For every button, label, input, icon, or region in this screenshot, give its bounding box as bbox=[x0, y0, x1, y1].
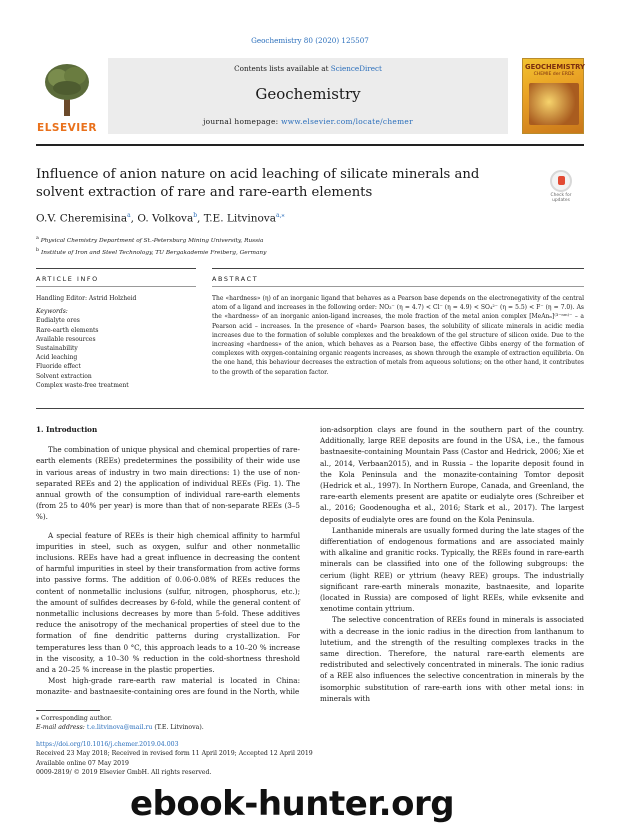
elsevier-logo bbox=[36, 58, 98, 134]
author-name[interactable]: O. Volkova bbox=[137, 212, 194, 225]
received-dates: Received 23 May 2018; Received in revised form 11 April 2019; Accepted 12 April 2019 bbox=[36, 750, 313, 758]
abstract-divider bbox=[212, 268, 584, 269]
homepage-line bbox=[108, 117, 508, 126]
author-list: O.V. Cheremisina$^a$, O. Volkova$^b$, T.E. Litvinova$^{a,⁎}$ bbox=[36, 212, 285, 225]
body-paragraph: The combination of unique physical and chemical properties of rare-earth elements (REEs) predetermines the possibility of their wide use in various areas of industry in two main directions: 1) the use of non-separated REEs and 2) the application of individual REEs (Fig. 1). The annual growth of the consumption of individual rare-earth elements (from 25 to 40% per year) is more than that of non-separate REEs (3–5 %). bbox=[36, 445, 300, 522]
keyword-item: Solvent extraction bbox=[36, 372, 92, 380]
keyword-item: Complex waste-free treatment bbox=[36, 381, 129, 389]
email-link[interactable]: t.e.litvinova@mail.ru bbox=[86, 724, 153, 732]
body-right-column bbox=[320, 424, 584, 704]
body-paragraph: A special feature of REEs is their high chemical affinity to harmful impurities in steel, such as oxygen, sulfur and other nonmetallic inclusions. REEs have had a great influence in decreasing the content of harmful impurities in steel by their transformation from active forms into passive forms. The addition of 0.06-0.08% of REEs reduces the content of nonmetallic inclusions (sulfur, nitrogen, phosphorus, etc.); the amount of sulfides decreases by 6-fold, while the general content of nonmetallic inclusions decreases by more than 5-fold. These additives reduce the anisotropy of the mechanical properties of steel due to the formation of fine dendritic patterns during crystallization. For temperatures less than 0 °C, this approach leads to a 10–20 % increase in the viscosity, a 10–30 % reduction in the cold-shortness threshold and a 20–25 % increase in the plastic properties. bbox=[36, 530, 300, 675]
author-affil-marker[interactable]: a bbox=[127, 212, 131, 219]
abstract-subdivider bbox=[212, 286, 584, 287]
author-name[interactable]: T.E. Litvinova bbox=[203, 212, 276, 225]
keyword-item: Acid leaching bbox=[36, 354, 78, 362]
affiliations bbox=[36, 234, 266, 258]
elsevier-wordmark: ELSEVIER bbox=[37, 122, 97, 134]
article-info-divider bbox=[36, 268, 196, 269]
check-updates-icon bbox=[550, 170, 572, 192]
article-info-block bbox=[36, 294, 196, 390]
keyword-item: Rare-earth elements bbox=[36, 326, 99, 334]
header-divider bbox=[36, 144, 584, 146]
affiliation-text: Physical Chemistry Department of St.-Petersburg Mining University, Russia bbox=[40, 237, 264, 244]
article-info-subdivider bbox=[36, 286, 196, 287]
author-name[interactable]: O.V. Cheremisina bbox=[36, 212, 128, 225]
check-updates-label: Check for updates bbox=[550, 193, 572, 203]
homepage-prefix: journal homepage: bbox=[203, 117, 282, 126]
keyword-item: Sustainability bbox=[36, 345, 78, 353]
affiliation-item bbox=[36, 246, 266, 258]
keywords-heading: Keywords: bbox=[36, 308, 68, 316]
publication-meta bbox=[36, 740, 336, 778]
journal-banner bbox=[108, 58, 508, 134]
available-online: Available online 07 May 2019 bbox=[36, 759, 129, 767]
affiliation-marker: a bbox=[36, 236, 39, 241]
affiliation-marker: b bbox=[36, 247, 40, 253]
abstract-bottom-divider bbox=[36, 408, 584, 409]
affiliation-text: Institute of Iron and Steel Technology, TU Bergakademie Freiberg, Germany bbox=[40, 249, 267, 256]
footnotes bbox=[36, 714, 336, 733]
elsevier-tree-icon bbox=[42, 60, 92, 118]
sciencedirect-link[interactable]: ScienceDirect bbox=[330, 64, 382, 73]
body-paragraph: Most high-grade rare-earth raw material is located in China: monazite- and bastnaesite-containing ores are found in the North, while bbox=[36, 676, 300, 697]
contents-prefix: Contents lists available at bbox=[234, 64, 331, 73]
affiliation-item bbox=[36, 234, 266, 246]
keyword-item: Eudialyte ores bbox=[36, 317, 80, 325]
body-paragraph: ion-adsorption clays are found in the southern part of the country. Additionally, large REE deposits are found in the USA, i.e., the famous bastnaesite-containing Mountain Pass (Castor and Hedrick, 2006; Xie et al., 2014, Verbaan2015), and in Russia – the loparite deposit found in the Kola Peninsula and the monazite-containing Tomtor deposit (Hedrick et al., 1997). In Northern Europe, Canada, and Greenland, the rare-earth elements present are apatite or eudialyte ores (Schreiber et al., 2016; Goodenougha et al., 2016; Stark et al., 2017). The largest deposits of eudialyte ores are found on the Kola Peninsula. bbox=[320, 425, 584, 524]
contents-line bbox=[108, 64, 508, 73]
doi-link[interactable]: https://doi.org/10.1016/j.chemer.2019.04.003 bbox=[36, 741, 179, 748]
cover-artwork bbox=[529, 83, 579, 125]
keyword-item: Available resources bbox=[36, 335, 96, 343]
journal-reference[interactable]: Geochemistry 80 (2020) 125507 bbox=[251, 36, 369, 45]
check-for-updates-button[interactable] bbox=[542, 170, 580, 204]
author-affil-marker[interactable]: b bbox=[193, 212, 198, 219]
cover-title: GEOCHEMISTRY bbox=[525, 63, 585, 71]
email-line bbox=[36, 723, 336, 732]
cover-subtitle: CHEMIE der ERDE bbox=[533, 72, 575, 77]
section-heading: 1. Introduction bbox=[36, 425, 98, 434]
author-affil-marker[interactable]: a,⁎ bbox=[276, 212, 285, 219]
email-suffix: (T.E. Litvinova). bbox=[152, 724, 204, 732]
footnote-divider bbox=[36, 710, 100, 711]
body-paragraph: Lanthanide minerals are usually formed during the late stages of the differentiation of endogenous formations and are associated mainly with alkaline and granitic rocks. Typically, the REEs found in rare-earth minerals can be classified into one of the following subgroups: the cerium (light REE) or yttrium (heavy REE) groups. The industrially significant rare-earth minerals monazite, bastnaesite, and loparite (located in Russia) are composed of light REEs, while evksenite and xenotime contain yttrium. bbox=[320, 525, 584, 614]
body-paragraph: The selective concentration of REEs found in minerals is associated with a decrease in the ionic radius in the direction from lanthanum to lutetium, and the strength of the resulting complexes tracks in the same direction. Therefore, the natural rare-earth elements are redistributed and selectively concentrated in minerals. The ionic radius of a REE also influences the selective concentration in minerals by the isomorphic substitution of rare-earth ions with other metal ions: in minerals with bbox=[320, 615, 584, 703]
journal-title: Geochemistry bbox=[255, 85, 361, 103]
corresponding-author-note: ⁎ Corresponding author. bbox=[36, 715, 112, 722]
email-label: E-mail address: bbox=[36, 724, 87, 732]
handling-editor: Handling Editor: Astrid Holzheid bbox=[36, 295, 137, 302]
article-title: Influence of anion nature on acid leaching of silicate minerals and solvent extraction of rare and rare-earth elements bbox=[36, 167, 480, 200]
article-info-heading: ARTICLE INFO bbox=[36, 275, 99, 283]
journal-cover-image[interactable] bbox=[522, 58, 584, 134]
watermark: ebook-hunter.org bbox=[130, 784, 455, 824]
abstract-text: The «hardness» (η) of an inorganic ligand that behaves as a Pearson base depends on the electronegativity of the central atom of a ligand and increases in the following order: NO₃⁻ (η = 4.7) < Cl⁻ (η = 4.9) < SO₄²⁻ (η = 5.5) < F⁻ (η = 7.0). As the «hardness» of an inorganic anion-ligand increases, the mole fraction of the metal anion complex [MeAnₙ]⁽³⁻ⁿᵐ⁾⁻ – a Pearson acid – increases. In the presence of «hard» Pearson bases, the solubility of silicate minerals in acidic media increases due to the formation of soluble complexes and the breakdown of the gel structure of silicon oxide. Due to the increasing «hardness» of the anion, which behaves as a Pearson base, the effective Gibbs energy of the formation of complexes with oxygen-containing organic reagents increases, as shown through the example of extraction equilibria. On the one hand, this behaviour decreases the extraction of metals from aqueous solutions; on the other hand, it contributes to the growth of the separation factor. bbox=[212, 295, 584, 376]
abstract-heading: ABSTRACT bbox=[212, 275, 259, 283]
homepage-link[interactable]: www.elsevier.com/locate/chemer bbox=[281, 117, 413, 126]
body-left-column bbox=[36, 424, 300, 698]
copyright: 0009-2819/ © 2019 Elsevier GmbH. All rights reserved. bbox=[36, 769, 212, 777]
journal-header bbox=[36, 58, 584, 134]
keyword-item: Fluoride effect bbox=[36, 363, 81, 371]
